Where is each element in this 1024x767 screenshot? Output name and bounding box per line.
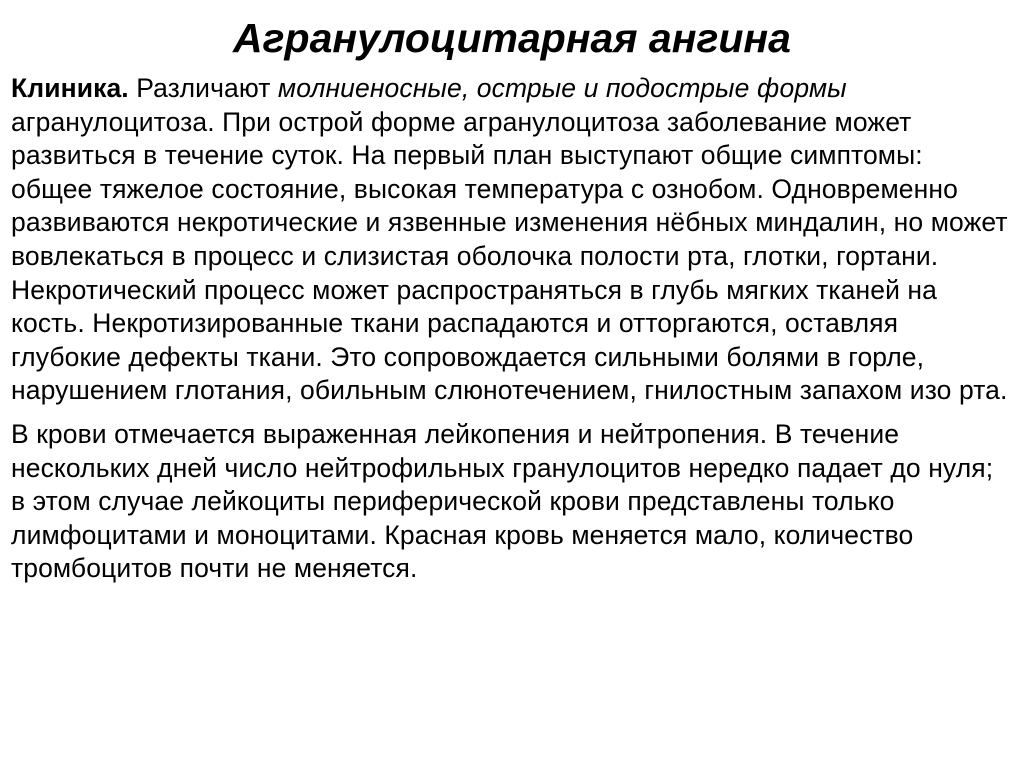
clinic-forms-italic: молниеносные, острые и подострые формы: [277, 73, 847, 103]
paragraph-blood: В крови отмечается выраженная лейкопения и нейтропения. В течение нескольких дней число нейтрофильных гранулоцитов нередко падает до нуля; в этом случае лейкоциты периферической крови представлены только лимфоцитами и моноцитами. Красная кровь меняется мало, количество тромбоцитов почти не меняется.: [11, 418, 994, 584]
clinic-text-2: агранулоцитоза. При острой форме агранулоцитоза заболевание может развиться в течение суток. На первый план выступают общие симптомы: общее тяжелое состояние, высокая температура с ознобом. Одновременно развиваются некротические и язвенные изменения нёбных миндалин, но может вовлекаться в процесс и слизистая оболочка полости рта, глотки, гортани. Некротический процесс может распространяться в глубь мягких тканей на кость. Некротизированные ткани распадаются и отторгаются, оставляя глубокие дефекты ткани. Это сопровождается сильными болями в горле, нарушением глотания, обильным слюнотечением, гнилостным запахом изо рта.: [11, 106, 1008, 406]
slide-body: [11, 72, 1011, 586]
clinic-label: Клиника.: [11, 73, 129, 103]
clinic-text-1: Различают: [128, 73, 278, 103]
paragraph-clinic: [11, 72, 1011, 408]
slide-title: Агранулоцитарная ангина: [233, 15, 791, 61]
